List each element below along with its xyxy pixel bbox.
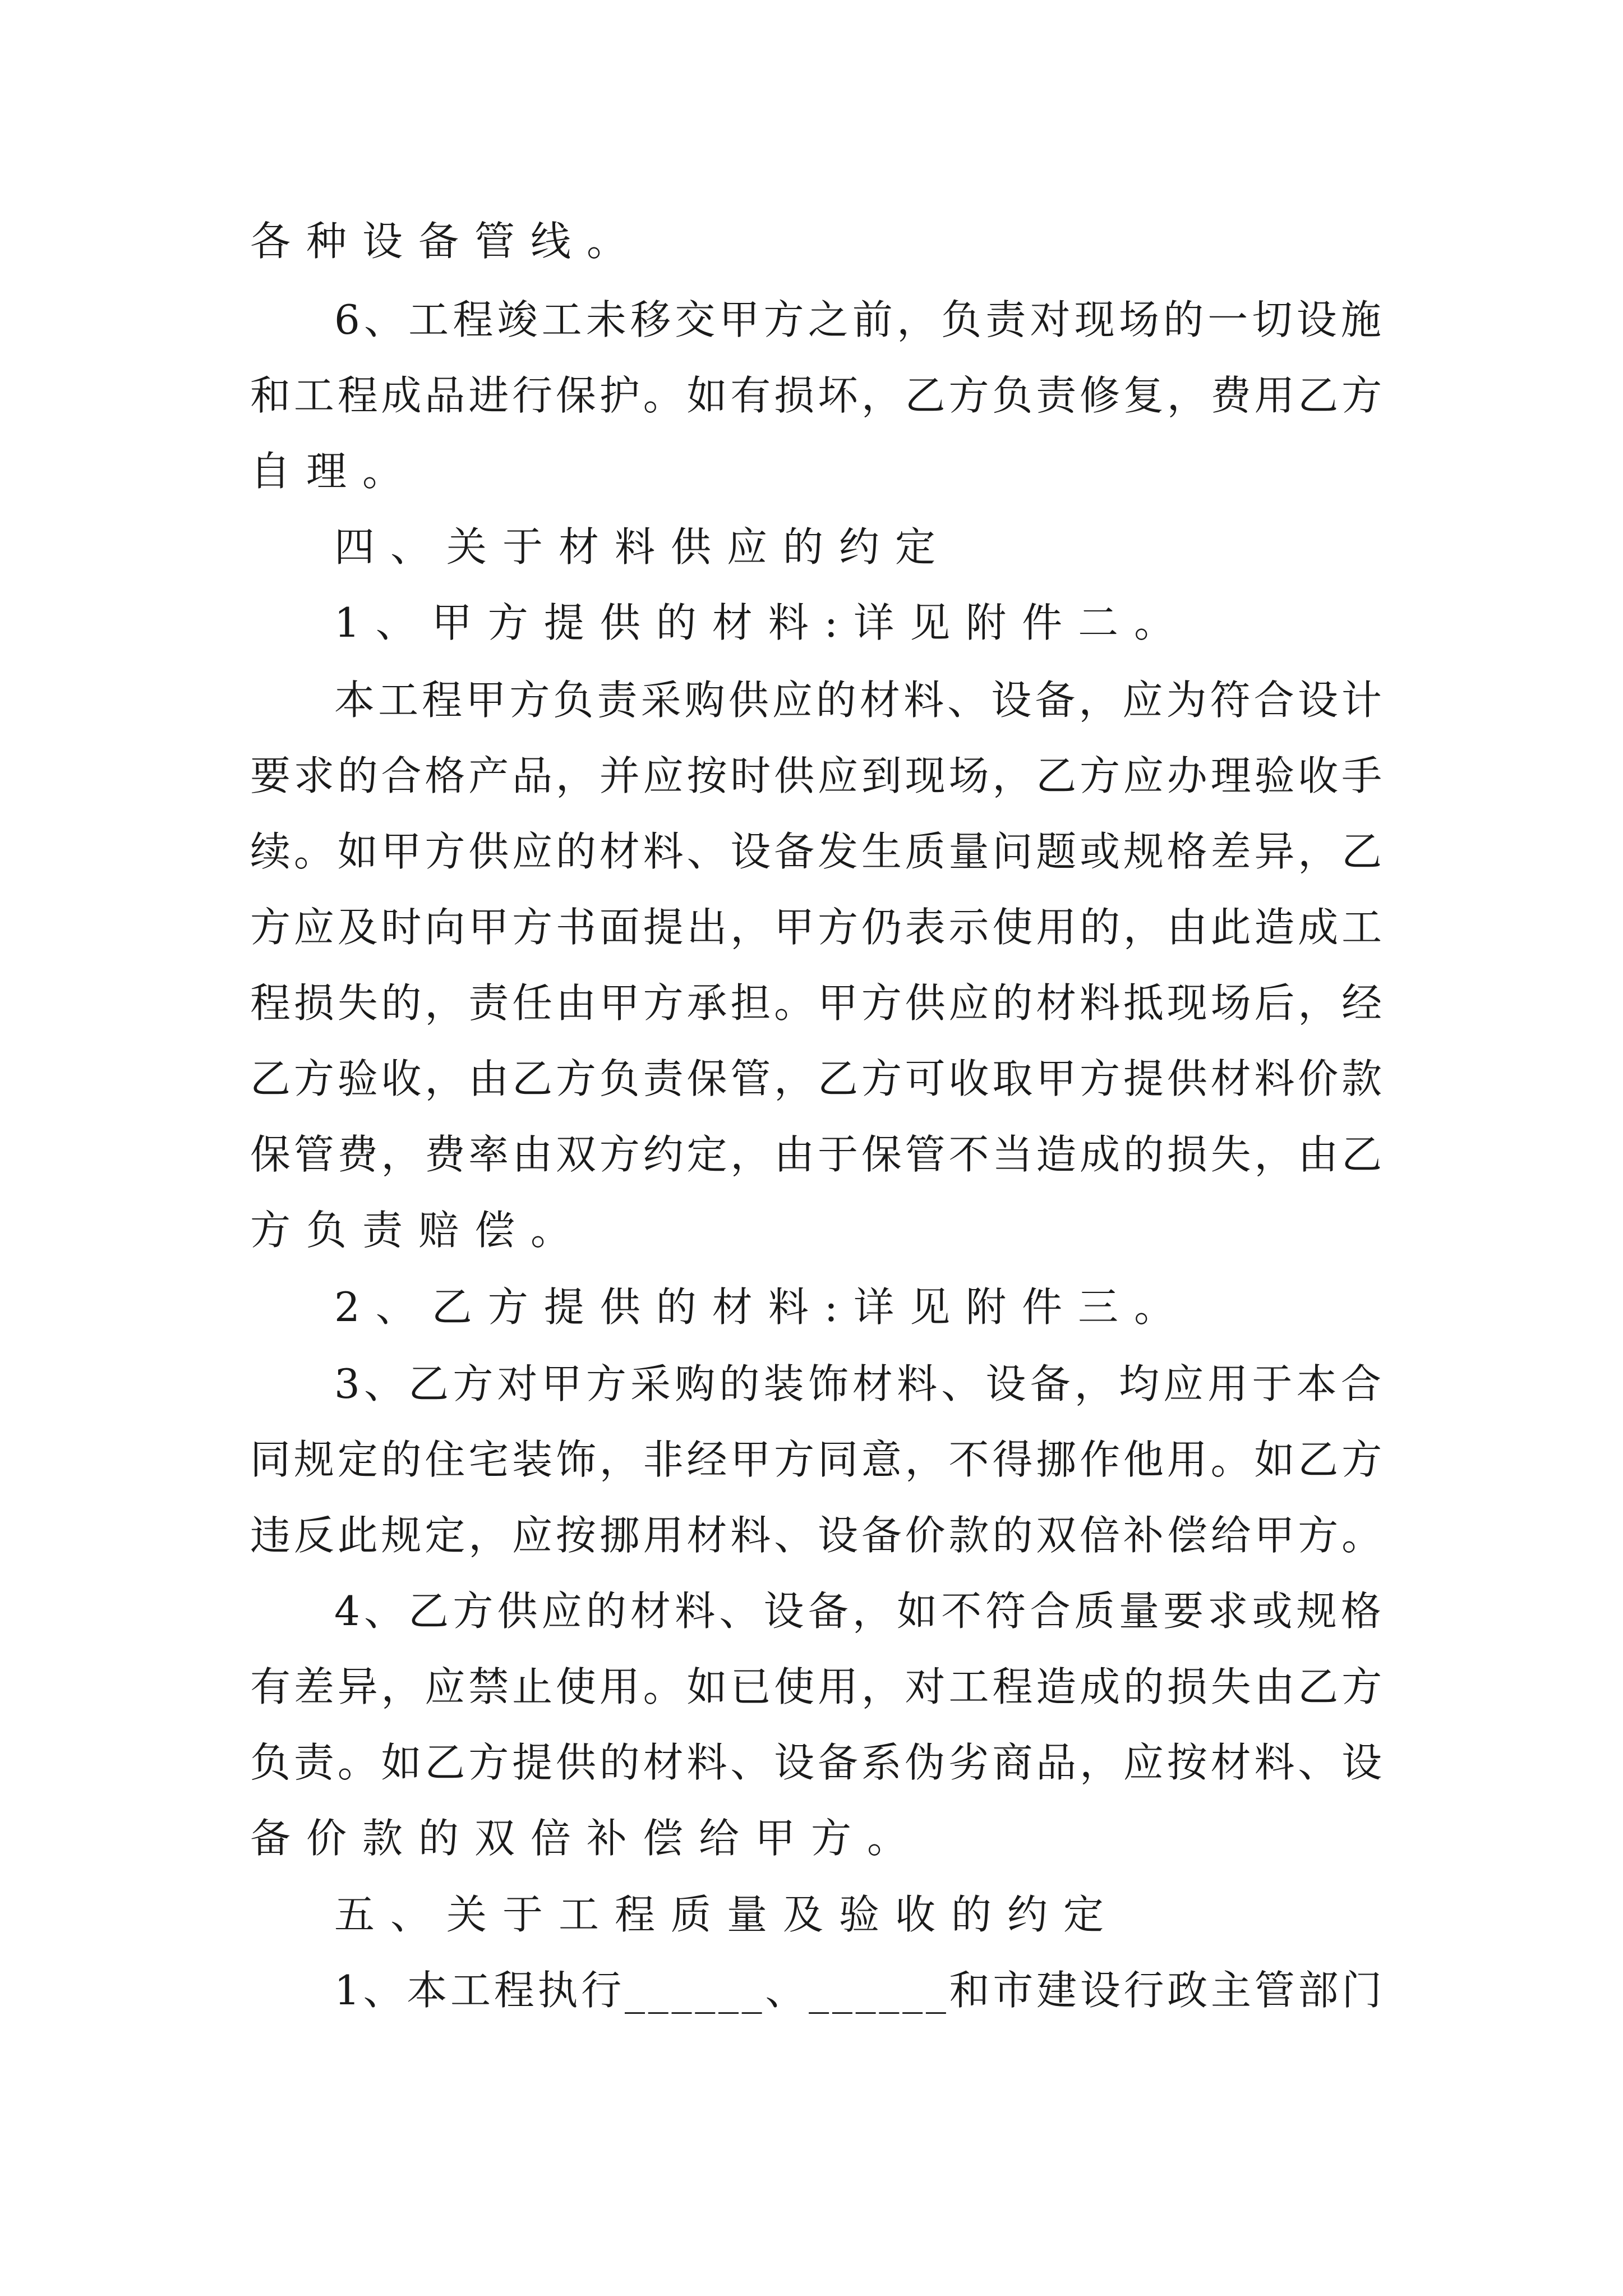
text-line: 有差异，应禁止使用。如已使用，对工程造成的损失由乙方 (250, 1663, 1385, 1710)
text-line: 保管费，费率由双方约定，由于保管不当造成的损失，由乙 (250, 1131, 1385, 1178)
text-line: 要求的合格产品，并应按时供应到现场，乙方应办理验收手 (250, 752, 1385, 799)
text-line: 1、甲方提供的材料:详见附件二。 (334, 599, 1191, 646)
text-line: 乙方验收，由乙方负责保管，乙方可收取甲方提供材料价款 (250, 1055, 1385, 1102)
text-line: 2、乙方提供的材料:详见附件三。 (334, 1283, 1191, 1331)
text-line: 方应及时向甲方书面提出，甲方仍表示使用的，由此造成工 (250, 904, 1385, 951)
section-heading: 四、关于材料供应的约定 (334, 523, 952, 570)
text-line: 和工程成品进行保护。如有损坏，乙方负责修复，费用乙方 (250, 372, 1385, 419)
text-line: 3、乙方对甲方采购的装饰材料、设备，均应用于本合 (334, 1360, 1385, 1407)
text-line: 续。如甲方供应的材料、设备发生质量问题或规格差异，乙 (250, 828, 1385, 875)
text-line: 方负责赔偿。 (250, 1207, 587, 1254)
text-line: 违反此规定，应按挪用材料、设备价款的双倍补偿给甲方。 (250, 1512, 1385, 1559)
text-line: 负责。如乙方提供的材料、设备系伪劣商品，应按材料、设 (250, 1739, 1385, 1786)
text-line: 自理。 (250, 448, 419, 495)
text-line: 本工程甲方负责采购供应的材料、设备，应为符合设计 (334, 677, 1385, 724)
text-line: 程损失的，责任由甲方承担。甲方供应的材料抵现场后，经 (250, 979, 1385, 1027)
text-line: 各种设备管线。 (250, 218, 643, 265)
text-line: 6、工程竣工未移交甲方之前，负责对现场的一切设施 (334, 296, 1385, 343)
text-line: 4、乙方供应的材料、设备，如不符合质量要求或规格 (334, 1588, 1385, 1635)
text-line: 备价款的双倍补偿给甲方。 (250, 1815, 924, 1862)
text-line: 1、本工程执行______、______和市建设行政主管部门 (334, 1967, 1385, 2014)
section-heading: 五、关于工程质量及验收的约定 (334, 1891, 1120, 1938)
text-line: 同规定的住宅装饰，非经甲方同意，不得挪作他用。如乙方 (250, 1436, 1385, 1483)
